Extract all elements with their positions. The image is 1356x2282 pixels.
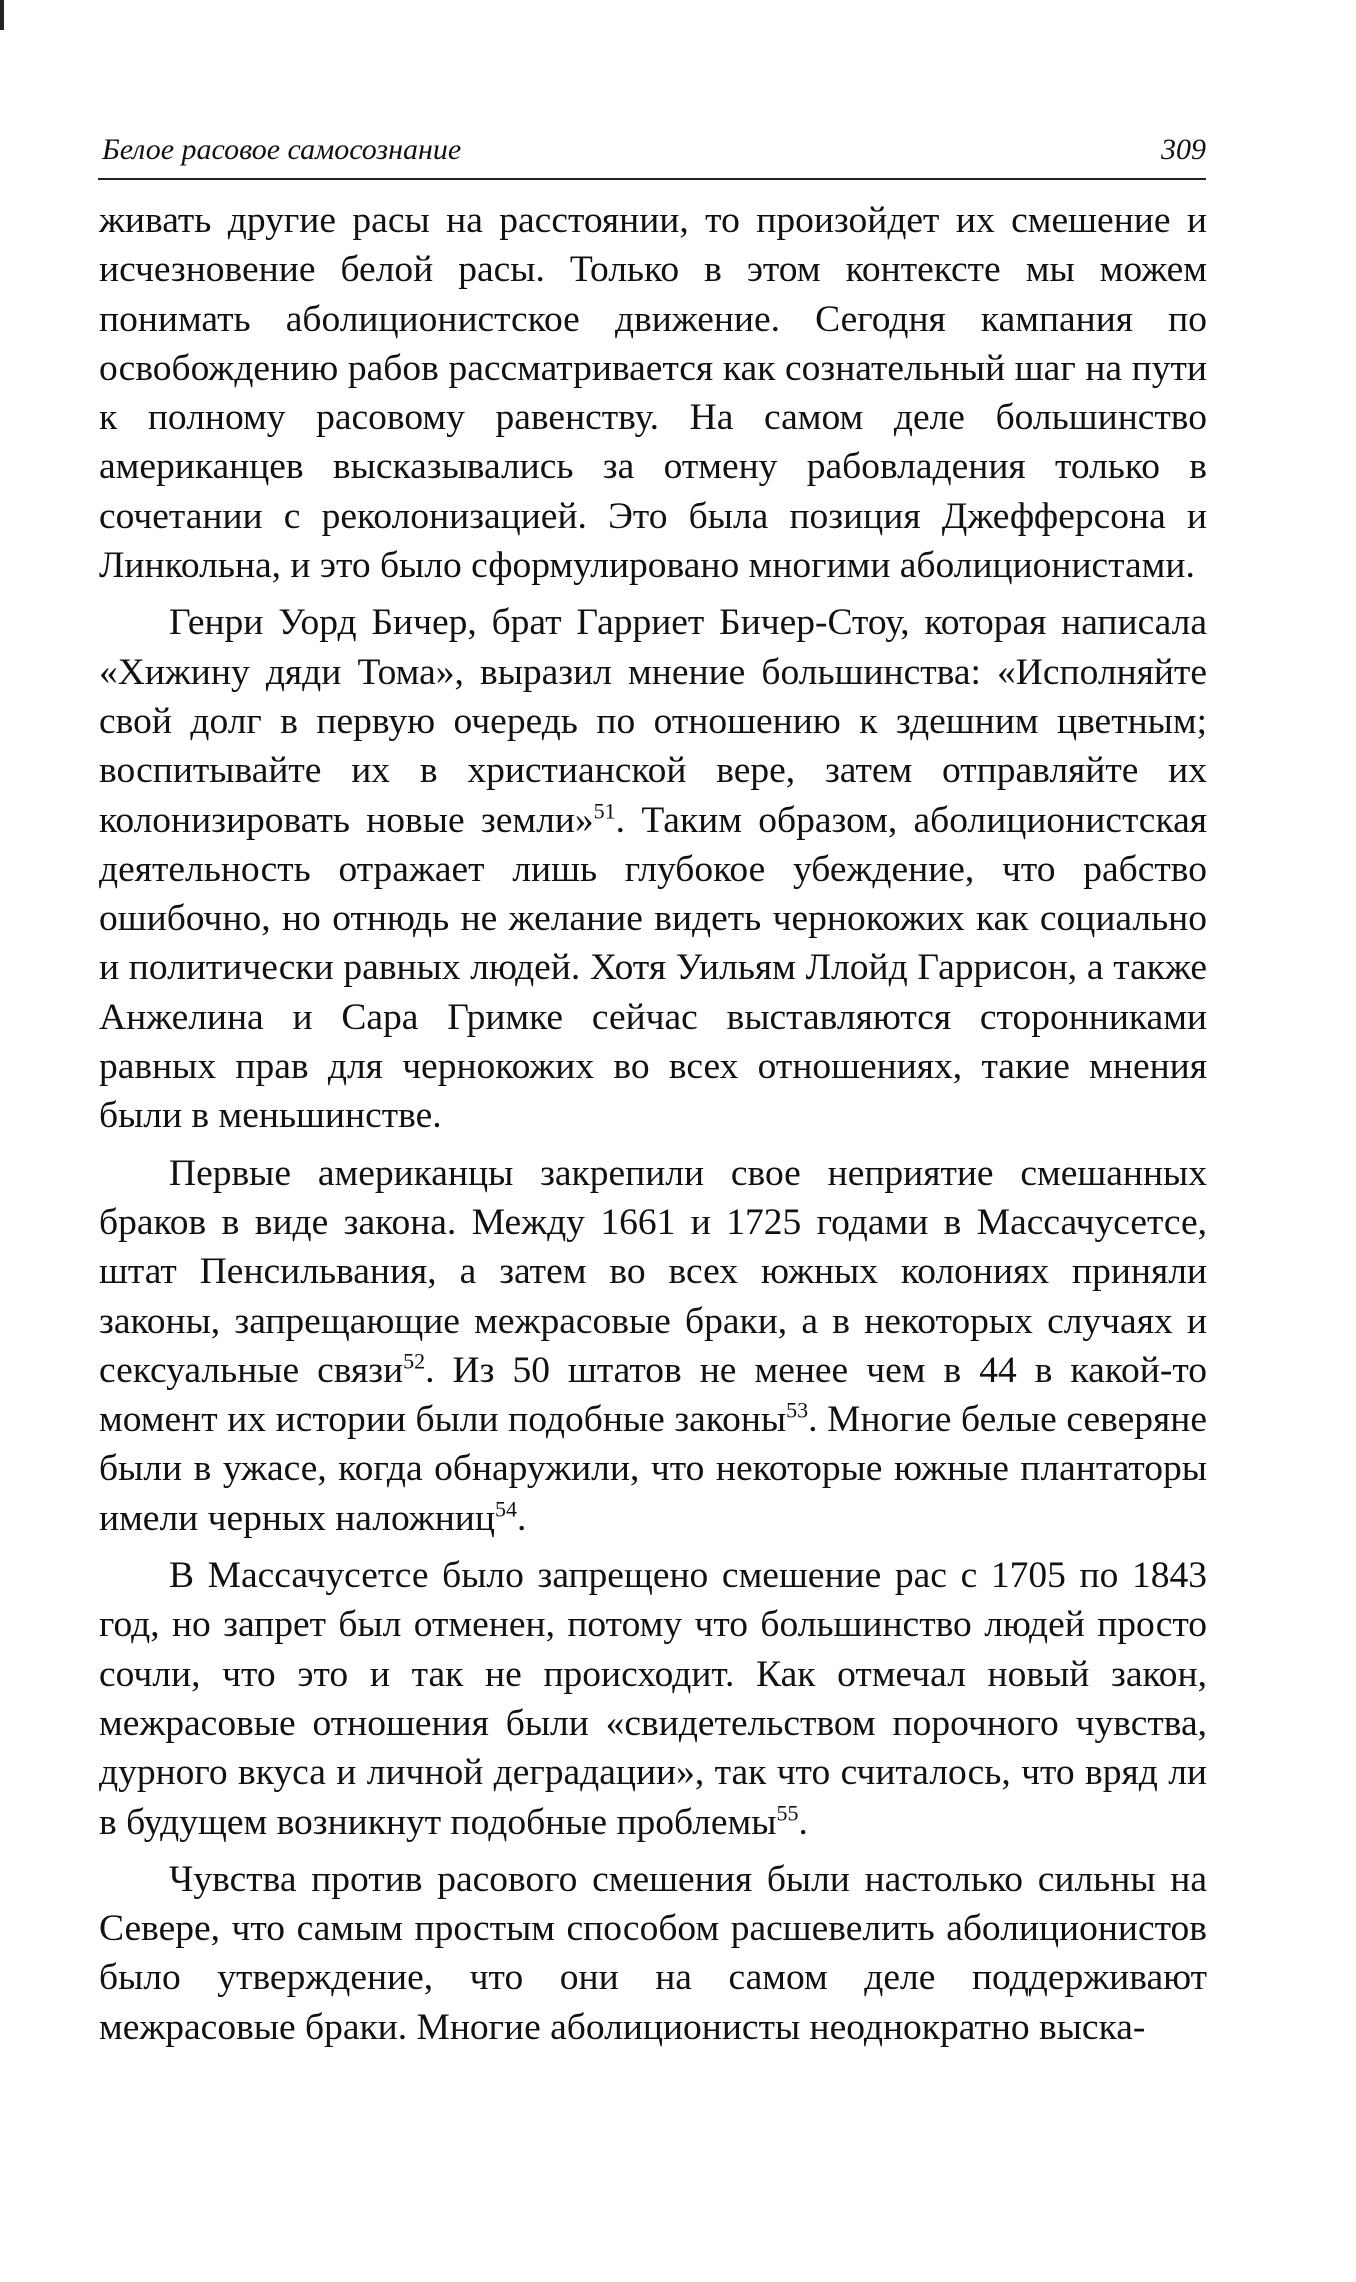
paragraph-text: . bbox=[798, 1801, 808, 1843]
paragraph-text: . Многие белые северяне были в ужасе, когда обнаружили, что некоторые южные плантаторы имели черных наложниц bbox=[99, 1399, 1207, 1539]
paragraph-text: Первые американцы закрепили свое неприятие смешанных браков в виде закона. Между 1661 и 1725 годами в Массачусетсе, штат Пенсильвания, а затем во всех южных колониях приняли законы, запрещающие межрасовые браки, а в некоторых случаях и сексуальные связи bbox=[99, 1152, 1207, 1391]
paragraph-text: живать другие расы на расстоянии, то произойдет их смешение и исчезновение белой расы. Только в этом контексте мы можем понимать аболиционистское движение. Сегодня кампания по освобождению рабов рассматривается как сознательный шаг на пути к полному расовому равенству. На самом деле большинство американцев высказывались за отмену рабовладения только в сочетании с реколонизацией. Это была позиция Джефферсона и Линкольна, и это было сформулировано многими аболиционистами. bbox=[99, 200, 1207, 587]
body-text bbox=[99, 196, 1207, 2060]
paragraph-text: Чувства против расового смешения были настолько сильны на Севере, что самым простым способом расшевелить аболиционистов было утверждение, что они на самом деле поддерживают межрасовые браки. Многие аболиционисты неоднократно выска- bbox=[99, 1858, 1207, 2048]
page-number: 309 bbox=[1161, 133, 1206, 166]
paragraph-text: . bbox=[516, 1497, 527, 1539]
paragraph-text: . Из 50 штатов не менее чем в 44 в какой-то момент их истории были подобные законы bbox=[99, 1349, 1207, 1441]
footnote-ref-54: 54 bbox=[494, 1496, 517, 1522]
scan-edge-mark bbox=[0, 0, 4, 30]
paragraph-5 bbox=[99, 1855, 1207, 2052]
footnote-ref-52: 52 bbox=[403, 1348, 426, 1374]
paragraph-4 bbox=[99, 1551, 1207, 1847]
footnote-ref-51: 51 bbox=[593, 798, 616, 824]
footnote-ref-53: 53 bbox=[786, 1397, 809, 1423]
paragraph-3 bbox=[99, 1149, 1207, 1543]
paragraph-text: Генри Уорд Бичер, брат Гарриет Бичер-Стоу, которая написала «Хижину дяди Тома», выразил мнение большинства: «Исполняйте свой долг в первую очередь по отношению к здешним цветным; воспитывайте их в христианской вере, затем отправляйте их колонизировать новые земли» bbox=[99, 602, 1207, 841]
paragraph-text: В Массачусетсе было запрещено смешение рас с 1705 по 1843 год, но запрет был отменен, потому что большинство людей просто сочли, что это и так не происходит. Как отмечал новый закон, межрасовые отношения были «свидетельством порочного чувства, дурного вкуса и личной деградации», так что считалось, что вряд ли в будущем возникнут подобные проблемы bbox=[99, 1555, 1207, 1843]
footnote-ref-55: 55 bbox=[776, 1800, 799, 1825]
paragraph-text: . Таким образом, аболиционистская деятельность отражает лишь глубокое убеждение, что рабство ошибочно, но отнюдь не желание видеть чернокожих как социально и политически равных людей. Хотя Уильям Ллойд Гаррисон, а также Анжелина и Сара Гримке сейчас выставляются сторонниками равных прав для чернокожих во всех отношениях, такие мнения были в меньшинстве. bbox=[99, 799, 1208, 1137]
paragraph-1 bbox=[99, 196, 1207, 590]
running-title: Белое расовое самосознание bbox=[102, 133, 462, 166]
paragraph-2 bbox=[99, 598, 1207, 1140]
running-head bbox=[98, 128, 1206, 180]
